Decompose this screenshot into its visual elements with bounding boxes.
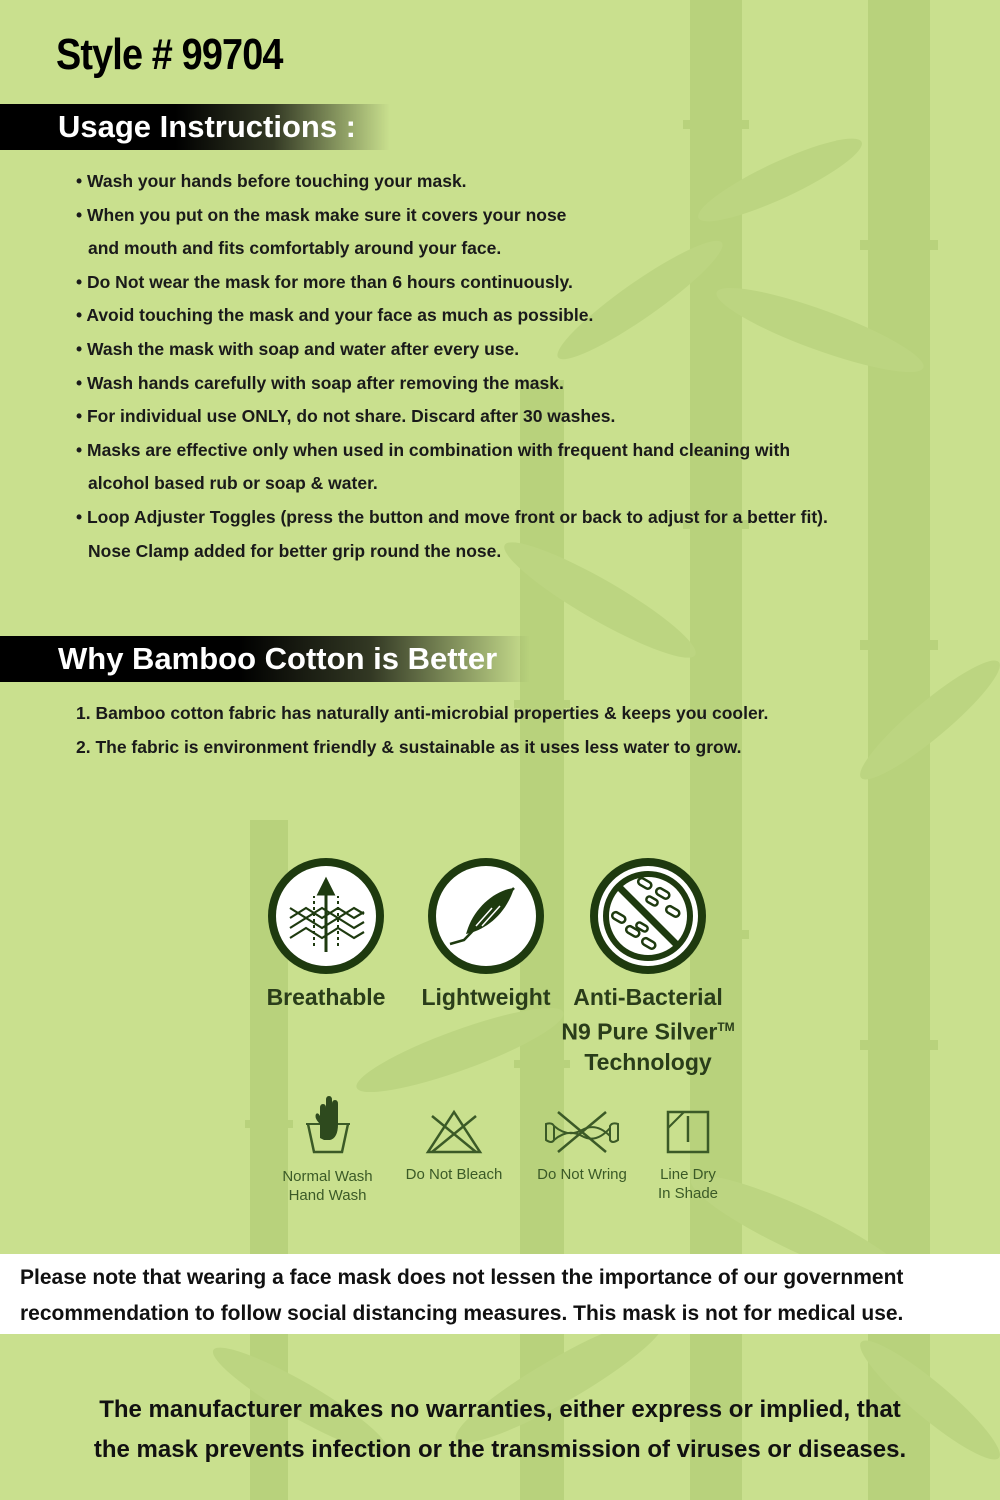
list-item: • When you put on the mask make sure it covers your nose and mouth and fits comfortably around your face. — [76, 204, 567, 259]
care-label: Normal Wash — [282, 1168, 373, 1185]
no-bacteria-icon — [590, 858, 706, 974]
care-label: Do Not Bleach — [405, 1166, 503, 1183]
feature-label: Lightweight — [421, 984, 551, 1010]
care-label: Line Dry — [660, 1166, 716, 1183]
no-wring-icon — [542, 1108, 622, 1156]
why-bamboo-heading: Why Bamboo Cotton is Better — [58, 641, 498, 676]
care-no-bleach — [398, 1108, 510, 1184]
breathable-icon — [268, 858, 384, 974]
why-bamboo-header — [0, 636, 530, 682]
list-item: • Wash the mask with soap and water after every use. — [76, 338, 520, 359]
usage-instructions-list — [76, 165, 828, 568]
disclaimer-line: the mask prevents infection or the transmission of viruses or diseases. — [93, 1436, 907, 1463]
feature-label: Anti-Bacterial N9 Pure Silver™ Technology — [561, 984, 735, 1075]
list-item: • Masks are effective only when used in combination with frequent hand cleaning with alcohol based rub or soap & water. — [76, 439, 791, 494]
feature-breathable — [260, 858, 392, 1012]
usage-instructions-heading: Usage Instructions : — [58, 109, 356, 144]
style-number-title: Style # 99704 — [56, 30, 283, 79]
warranty-disclaimer — [0, 1390, 1000, 1470]
list-item: 2. The fabric is environment friendly & sustainable as it uses less water to grow. — [76, 736, 742, 757]
care-label: Hand Wash — [288, 1187, 367, 1204]
hand-wash-icon — [304, 1094, 352, 1158]
no-bleach-icon — [424, 1108, 484, 1156]
list-item: • For individual use ONLY, do not share. Discard after 30 washes. — [76, 406, 616, 427]
social-distancing-notice — [0, 1254, 1000, 1334]
line-dry-shade-icon — [664, 1108, 712, 1156]
feature-antibacterial — [550, 858, 746, 1077]
list-item: • Avoid touching the mask and your face as much as possible. — [76, 305, 594, 326]
why-bamboo-list — [76, 697, 768, 764]
care-hand-wash — [270, 1094, 385, 1205]
notice-text: Please note that wearing a face mask does not lessen the importance of our government recommendation to follow social distancing measures. This mask is not for medical use. — [20, 1266, 904, 1325]
feature-lightweight — [418, 858, 554, 1012]
care-line-dry-shade — [640, 1108, 736, 1203]
list-item: • Loop Adjuster Toggles (press the button and move front or back to adjust for a better fit). Nose Clamp added for better grip round the nose. — [76, 506, 828, 561]
usage-instructions-header — [0, 104, 390, 150]
care-label: Do Not Wring — [537, 1166, 627, 1183]
list-item: • Wash your hands before touching your mask. — [76, 171, 467, 191]
list-item: • Wash hands carefully with soap after removing the mask. — [76, 372, 564, 393]
list-item: 1. Bamboo cotton fabric has naturally anti-microbial properties & keeps you cooler. — [76, 703, 769, 723]
care-no-wring — [530, 1108, 634, 1184]
care-label: In Shade — [657, 1185, 719, 1202]
list-item: • Do Not wear the mask for more than 6 hours continuously. — [76, 271, 573, 292]
feather-icon — [428, 858, 544, 974]
disclaimer-line: The manufacturer makes no warranties, either express or implied, that — [99, 1396, 901, 1423]
feature-label: Breathable — [266, 984, 386, 1010]
